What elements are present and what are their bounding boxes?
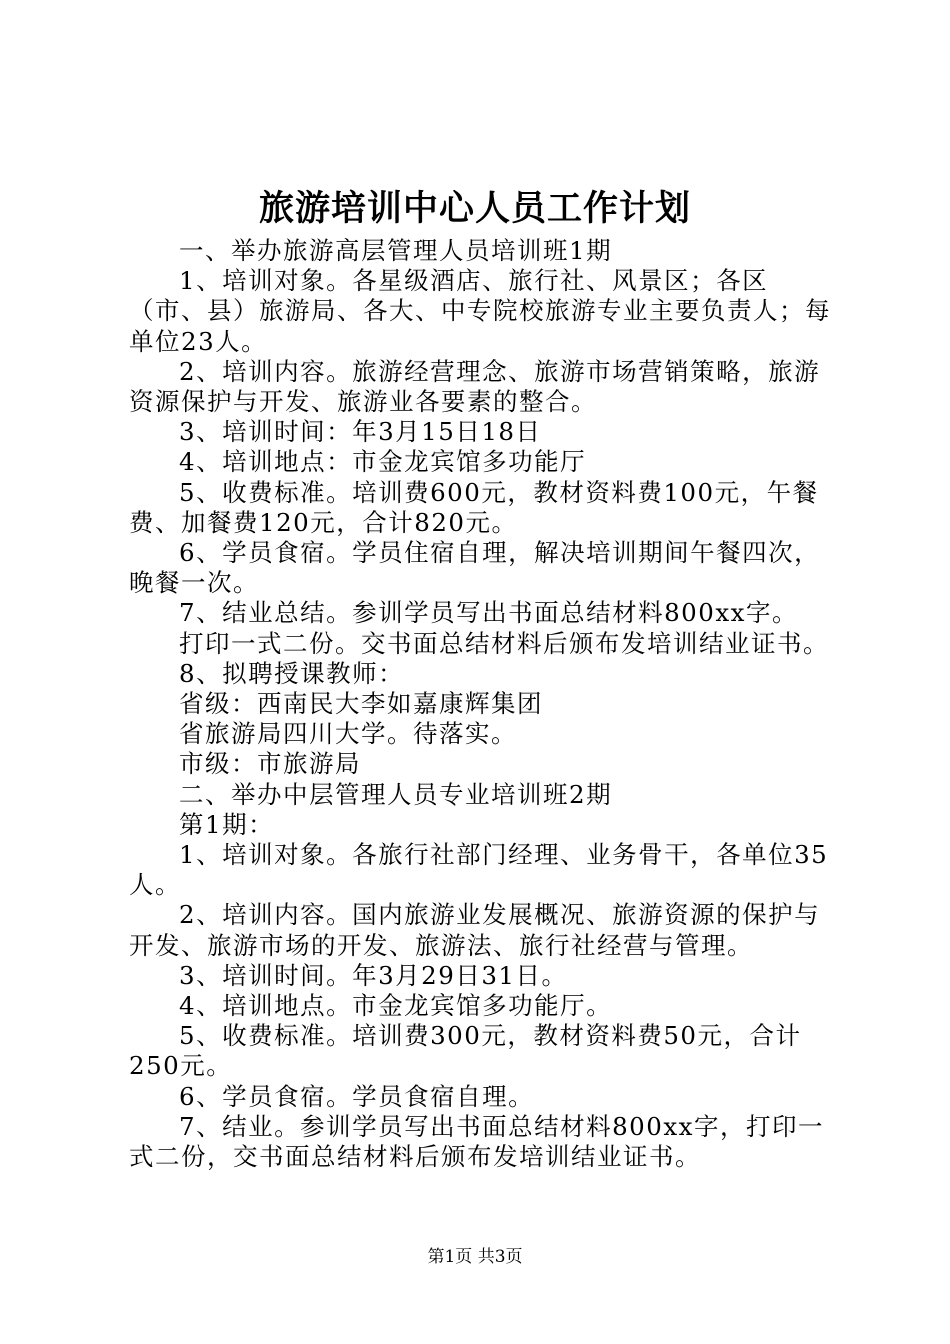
paragraph: 1、培训对象。各旅行社部门经理、业务骨干，各单位35人。 xyxy=(129,840,829,900)
paragraph: 3、培训时间：年3月15日18日 xyxy=(179,417,542,447)
paragraph: 7、结业。参训学员写出书面总结材料800xx字，打印一式二份，交书面总结材料后颁布发培训结业证书。 xyxy=(129,1111,824,1172)
page-title: 旅游培训中心人员工作计划 xyxy=(258,188,691,229)
paragraph: 5、收费标准。培训费300元，教材资料费50元，合计250元。 xyxy=(129,1021,802,1081)
paragraph: 6、学员食宿。学员住宿自理，解决培训期间午餐四次，晚餐一次。 xyxy=(129,538,821,598)
page-footer: 第1页 共3页 xyxy=(427,1247,523,1267)
paragraph: 7、结业总结。参训学员写出书面总结材料800xx字。 xyxy=(179,598,798,628)
paragraph: 打印一式二份。交书面总结材料后颁布发培训结业证书。 xyxy=(179,628,829,658)
paragraph: 5、收费标准。培训费600元，教材资料费100元，午餐费、加餐费120元，合计820元。 xyxy=(129,477,819,537)
paragraph: 8、拟聘授课教师： xyxy=(179,658,405,688)
paragraph: 2、培训内容。国内旅游业发展概况、旅游资源的保护与开发、旅游市场的开发、旅游法、旅行社经营与管理。 xyxy=(129,900,821,960)
document-body xyxy=(129,236,841,1172)
paragraph: 3、培训时间。年3月29日31日。 xyxy=(179,960,568,990)
paragraph: 4、培训地点：市金龙宾馆多功能厅 xyxy=(179,447,587,477)
section-heading-2: 二、举办中层管理人员专业培训班2期 xyxy=(179,779,613,809)
paragraph: 1、培训对象。各星级酒店、旅行社、风景区；各区（市、县）旅游局、各大、中专院校旅游专业主要负责人；每单位23人。 xyxy=(129,266,831,356)
paragraph: 2、培训内容。旅游经营理念、旅游市场营销策略，旅游资源保护与开发、旅游业各要素的整合。 xyxy=(129,356,821,417)
paragraph: 省旅游局四川大学。待落实。 xyxy=(179,719,517,749)
section-heading-1: 一、举办旅游高层管理人员培训班1期 xyxy=(179,236,613,265)
paragraph: 第1期： xyxy=(179,809,275,839)
paragraph: 4、培训地点。市金龙宾馆多功能厅。 xyxy=(179,991,613,1021)
paragraph: 6、学员食宿。学员食宿自理。 xyxy=(179,1081,535,1111)
paragraph: 省级：西南民大李如嘉康辉集团 xyxy=(179,689,543,719)
paragraph: 市级：市旅游局 xyxy=(179,749,361,779)
